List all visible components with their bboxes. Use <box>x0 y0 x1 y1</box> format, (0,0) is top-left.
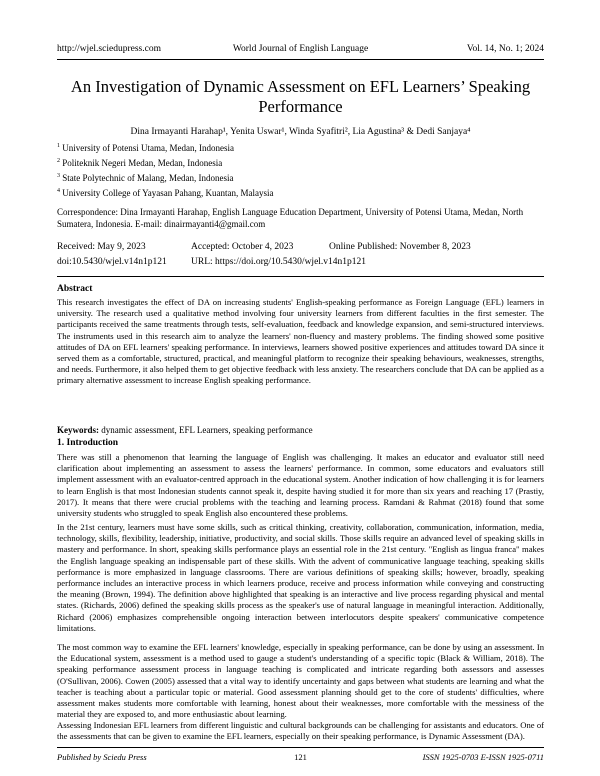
header-rule <box>57 59 544 60</box>
intro-paragraph-3: The most common way to examine the EFL learners' knowledge, especially in speaking performance, can be done by using an assessment. In the Educational system, assessment is a method used to gauge a student's understanding of a specific topic (Black & William, 2018). The speaking performance assessment process in language teaching is complicated and intricate regarding both assessors and assesses (O'Sullivan, 2006). Cowen (2005) assessed that a vital way to identify uncertainty and gaps between what students are learning and what the teacher is teaching about a particular topic or material. Good assessment planning should get to the core of students' difficulties, where assessment makes students more comfortable with learning, honest about their weaknesses, more comfortable with the messiness of the material they are exposed to, and more enthusiastic about learning. <box>57 642 544 720</box>
affiliation-3: $^3$ State Polytechnic of Malang, Medan, Indonesia <box>57 173 234 183</box>
intro-paragraph-1: There was still a phenomenon that learning the language of English was challenging. It makes an educator and evaluator still need clarification about implementing an assessment to assess the learners' performance. In common, some educators and evaluators still implement assessment with an evaluator-centred approach in the educational system. Another indication of how challenging it is for learners to learn English is that most Indonesian students cannot speak it, despite having studied it for more than six years and reaching 17 (Prastiy, 2017). It means that there were crucial problems with the teaching and learning process. Ramdani & Rahmat (2018) found that some university students who struggled to speak English also encountered these problems. <box>57 452 544 519</box>
abstract-heading: Abstract <box>57 284 93 294</box>
publication-dates <box>57 242 544 254</box>
correspondence: Correspondence: Dina Irmayanti Harahap, English Language Education Department, University of Potensi Utama, Medan, North Sumatera, Indonesia. E-mail: dinairmayanti4@gmail.com <box>57 207 524 229</box>
abstract-top-rule <box>57 276 544 277</box>
page-number: 121 <box>294 752 307 762</box>
page-footer <box>57 752 544 764</box>
affiliation-4: $^4$ University College of Yayasan Pahang, Kuantan, Malaysia <box>57 188 274 198</box>
affiliation-2: $^2$ Politeknik Negeri Medan, Medan, Indonesia <box>57 158 223 168</box>
doi-url[interactable]: URL: https://doi.org/10.5430/wjel.v14n1p121 <box>191 257 367 267</box>
publisher: Published by Sciedu Press <box>57 752 147 762</box>
doi[interactable]: doi:10.5430/wjel.v14n1p121 <box>57 257 167 267</box>
doi-line <box>57 257 544 269</box>
accepted-date: Accepted: October 4, 2023 <box>191 242 294 252</box>
running-header <box>57 44 544 58</box>
affiliation-1: $^1$ University of Potensi Utama, Medan, Indonesia <box>57 143 234 153</box>
footer-rule <box>57 747 544 748</box>
issn: ISSN 1925-0703 E-ISSN 1925-0711 <box>422 752 544 762</box>
intro-paragraph-4: Assessing Indonesian EFL learners from different linguistic and cultural backgrounds can be challenging for assistants and educators. One of the assessments that can be given to examine the EFL learners, especially on their speaking performance, is Dynamic Assessment (DA). <box>57 720 544 742</box>
volume-info: Vol. 14, No. 1; 2024 <box>466 44 544 54</box>
journal-name: World Journal of English Language <box>232 44 369 54</box>
introduction-heading: 1. Introduction <box>57 438 119 448</box>
paper-title: An Investigation of Dynamic Assessment on EFL Learners’ Speaking Performance <box>70 77 531 116</box>
journal-url[interactable]: http://wjel.sciedupress.com <box>57 44 161 54</box>
received-date: Received: May 9, 2023 <box>57 242 146 252</box>
keywords: Keywords: dynamic assessment, EFL Learners, speaking performance <box>57 425 313 435</box>
author-list: Dina Irmayanti Harahap¹, Yenita Uswar¹, Winda Syafitri², Lia Agustina³ & Dedi Sanjaya⁴ <box>130 127 471 137</box>
published-date: Online Published: November 8, 2023 <box>329 242 471 252</box>
abstract-text: This research investigates the effect of DA on increasing students' English-speaking performance as Foreign Language (EFL) learners in university. The research used a qualitative method involving four university learners from different faculties in the first semester. The participants received the same treatments through tests, self-evaluation, feedback and knowledge expansion, and semi-structured interviews. The instruments used in this research aim to analyze the learners' non-fluency and mastery problems. The finding showed some positive attitudes of DA on EFL learners' speaking performance. In interviews, learners showed positive experiences and attitudes toward DA since it served them as a comfortable, structured, practical, and meaningful platform to recognize their speaking behaviours, weaknesses, strengths, and needs. Furthermore, it also helped them to get objective feedback with less anxiety. The researchers conclude that DA can be applied as a primary alternative assessment to increase English speaking performance. <box>57 297 544 386</box>
intro-paragraph-2: In the 21st century, learners must have some skills, such as critical thinking, creativity, collaboration, communication, information, media, technology, skills, flexibility, leadership, initiative, productivity, and social skills. Those skills require an advanced level of speaking skills in mastery and performance. In short, speaking skills performance plays an essential role in the 21st century. "English as lingua franca" makes the English language speaking an indispensable part of these skills. With the advent of communicative language teaching, speaking skills performance is more emphasized in language classrooms. There are various definitions of speaking skills; however, broadly, speaking performance includes an interactive process in which learners produce, receive and process information while conveying and constructing the meaning (Brown, 1994). The definition above highlighted that speaking is an interactive and live process regarding physical and mental states. (Richards, 2006) defined the speaking skills process as the speaker's use of natural language in meaningful interaction. Additionally, Richard (2006) emphasizes comprehensible ongoing interaction between interlocutors despite speakers' communicative competence limitations. <box>57 522 544 633</box>
